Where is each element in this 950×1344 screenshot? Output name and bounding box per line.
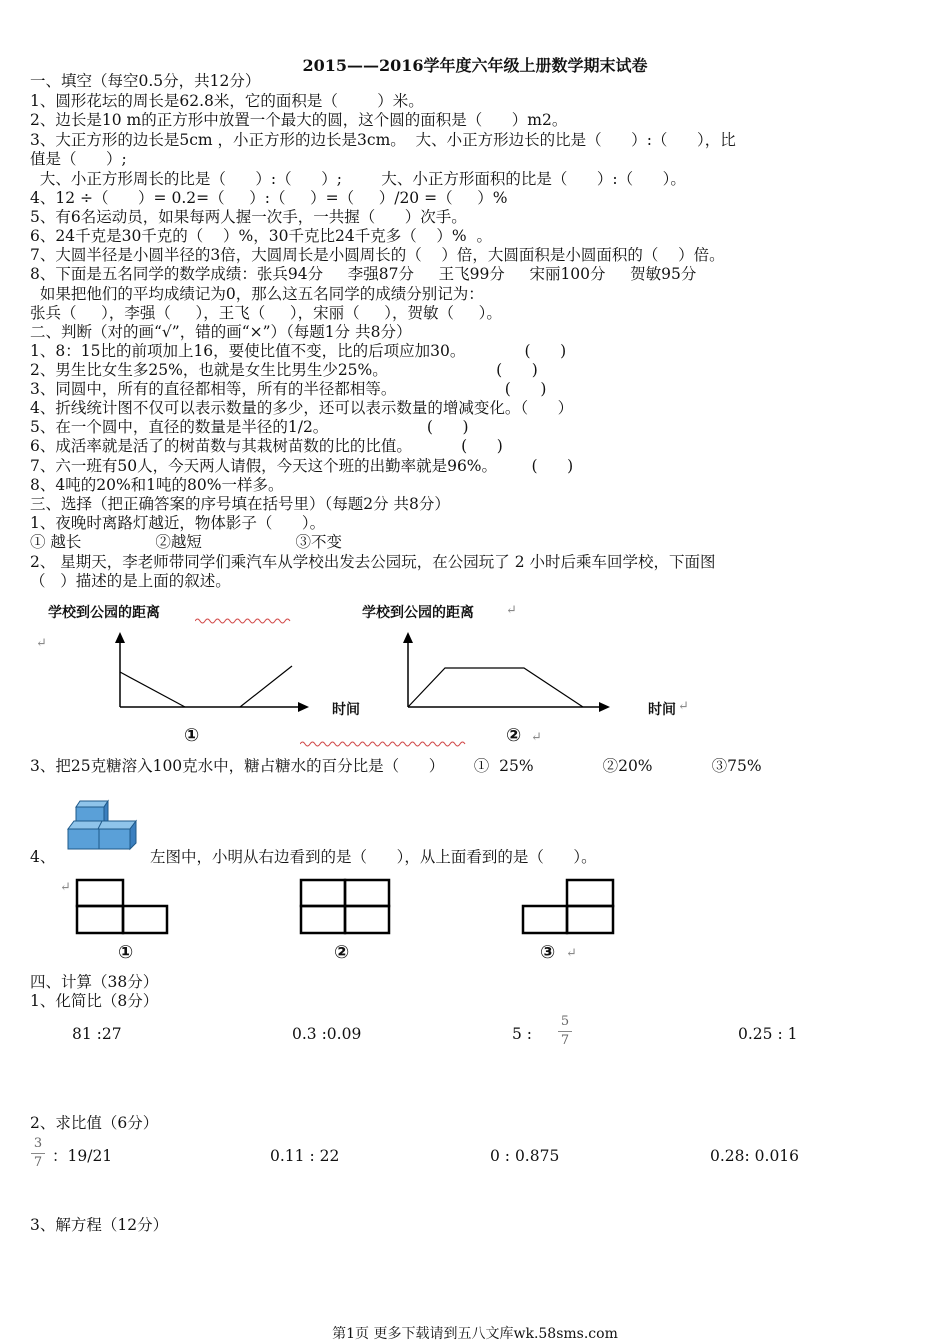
page-footer: 第1页 更多下载请到五八文库wk.58sms.com [332, 1326, 618, 1342]
fraction-3-7 [31, 1136, 45, 1171]
ratio-item-2: 0.3 :0.09 [292, 1025, 362, 1043]
question-1-2: 2、边长是10 m的正方形中放置一个最大的圆，这个圆的面积是（ ）m2。 [30, 111, 568, 129]
ratio-item-1: 81 :27 [72, 1025, 122, 1043]
ratio-value-item-1: ：19/21 [52, 1147, 113, 1165]
fraction-denominator: 7 [560, 1033, 570, 1048]
view-option-2 [298, 878, 392, 936]
graph-2-label: ② [506, 725, 522, 746]
question-3-4-number: 4、 [30, 848, 56, 866]
return-mark: ↵ [678, 699, 689, 714]
return-mark: ↵ [36, 636, 47, 651]
fraction-numerator: 3 [33, 1136, 43, 1151]
question-1-7: 7、大圆半径是小圆半径的3倍，大圆周长是小圆周长的（ ）倍，大圆面积是小圆面积的（ ）倍。 [30, 246, 725, 264]
ratio-value-item-4: 0.28: 0.016 [710, 1147, 800, 1165]
return-mark: ↵ [60, 880, 71, 895]
view-option-1 [74, 878, 170, 936]
ratio-value-item-2: 0.11 : 22 [270, 1147, 340, 1165]
question-2-3: 3、同圆中，所有的直径都相等，所有的半径都相等。 ( ) [30, 380, 547, 398]
graph-1 [110, 630, 310, 720]
graph-underline [300, 740, 470, 748]
ratio-item-4: 0.25 : 1 [738, 1025, 798, 1043]
view-option-3 [520, 878, 616, 936]
question-4-3-heading: 3、解方程（12分） [30, 1216, 169, 1234]
question-1-3-cont: 值是（ ）; [30, 150, 127, 168]
view-option-3-label: ③ [540, 942, 556, 963]
fraction-bar [558, 1031, 572, 1032]
question-4-1-heading: 1、化简比（8分） [30, 992, 159, 1010]
question-1-4: 4、12 ÷（ ）= 0.2=（ ）:（ ）=（ ）/20 =（ ）% [30, 189, 508, 207]
question-4-2-heading: 2、求比值（6分） [30, 1114, 159, 1132]
question-1-8-answers: 张兵（ ），李强（ ），王飞（ ），宋丽（ ），贺敏（ ）。 [30, 304, 502, 322]
question-2-7: 7、六一班有50人，今天两人请假，今天这个班的出勤率就是96%。 ( ) [30, 457, 574, 475]
graph-1-title: 学校到公园的距离 [48, 605, 160, 621]
question-2-5: 5、在一个圆中，直径的数量是半径的1/2。 ( ) [30, 418, 469, 436]
question-2-8: 8、4吨的20%和1吨的80%一样多。 [30, 476, 284, 494]
page-title: 2015——2016学年度六年级上册数学期末试卷 [302, 56, 648, 75]
fraction-bar [31, 1153, 45, 1154]
graph-1-x-label: 时间 [332, 702, 360, 718]
view-option-2-label: ② [334, 942, 350, 963]
graph-2-title: 学校到公园的距离 [362, 605, 474, 621]
question-1-6: 6、24千克是30千克的（ ）%，30千克比24千克多（ ）% 。 [30, 227, 492, 245]
view-option-1-label: ① [118, 942, 134, 963]
fraction-denominator: 7 [33, 1155, 43, 1170]
question-1-1: 1、圆形花坛的周长是62.8米，它的面积是（ ）米。 [30, 92, 424, 110]
graph-1-line-back [240, 666, 292, 707]
graph-1-line-out [120, 672, 185, 707]
return-mark: ↵ [506, 603, 517, 618]
fraction-numerator: 5 [560, 1014, 570, 1029]
question-2-6: 6、成活率就是活了的树苗数与其栽树苗数的比的比值。 ( ) [30, 437, 503, 455]
question-2-4: 4、折线统计图不仅可以表示数量的多少，还可以表示数量的增减变化。（ ） [30, 399, 574, 417]
question-1-8: 8、下面是五名同学的数学成绩：张兵94分 李强87分 王飞99分 宋丽100分 贺敏95分 [30, 265, 697, 283]
question-3-4: 左图中，小明从右边看到的是（ ），从上面看到的是（ ）。 [150, 848, 597, 866]
section-3-heading: 三、选择（把正确答案的序号填在括号里）（每题2分 共8分） [30, 495, 450, 513]
graph-1-label: ① [184, 725, 200, 746]
question-1-3-cont2: 大、小正方形周长的比是（ ）:（ ）; 大、小正方形面积的比是（ ）:（ ）。 [30, 170, 686, 188]
section-2-heading: 二、判断（对的画“√”，错的画“×”）（每题1分 共8分） [30, 323, 412, 341]
section-4-heading: 四、计算（38分） [30, 973, 159, 991]
cube-stack-figure [66, 793, 141, 851]
section-1-heading: 一、填空（每空0.5分，共12分） [30, 72, 261, 90]
question-1-3: 3、大正方形的边长是5cm ，小正方形的边长是3cm。 大、小正方形边长的比是（ ）:（ ），比 [30, 131, 736, 149]
ratio-value-item-3: 0 : 0.875 [490, 1147, 560, 1165]
question-2-2: 2、男生比女生多25%，也就是女生比男生少25%。 ( ) [30, 361, 538, 379]
ratio-item-3: 5 : [512, 1025, 533, 1043]
question-1-5: 5、有6名运动员，如果每两人握一次手，一共握（ ）次手。 [30, 208, 467, 226]
graph-2-line [408, 668, 583, 707]
question-1-8-cont: 如果把他们的平均成绩记为0，那么这五名同学的成绩分别记为： [30, 285, 484, 303]
fraction-5-7 [558, 1014, 572, 1049]
return-mark: ↵ [566, 946, 577, 961]
graph-1-x-arrow [298, 702, 309, 712]
graph-2-y-arrow [403, 632, 413, 643]
graph-1-y-arrow [115, 632, 125, 643]
graph-2-x-arrow [599, 702, 610, 712]
graph-2 [398, 630, 613, 720]
graph-2-x-label: 时间 [648, 702, 676, 718]
question-2-1: 1、8：15比的前项加上16，要使比值不变，比的后项应加30。 ( ) [30, 342, 567, 360]
return-mark: ↵ [531, 730, 542, 745]
graph-1-title-underline [195, 617, 295, 625]
question-3-3: 3、把25克糖溶入100克水中，糖占糖水的百分比是（ ） ① 25% ②20% ③75% [30, 757, 762, 775]
question-3-2-cont: （ ）描述的是上面的叙述。 [30, 572, 231, 590]
question-3-2: 2、 星期天，李老师带同学们乘汽车从学校出发去公园玩，在公园玩了 2 小时后乘车回学校，下面图 [30, 553, 716, 571]
question-3-1: 1、夜晚时离路灯越近，物体影子（ ）。 [30, 514, 326, 532]
question-3-1-options: ① 越长 ②越短 ③不变 [30, 533, 342, 551]
